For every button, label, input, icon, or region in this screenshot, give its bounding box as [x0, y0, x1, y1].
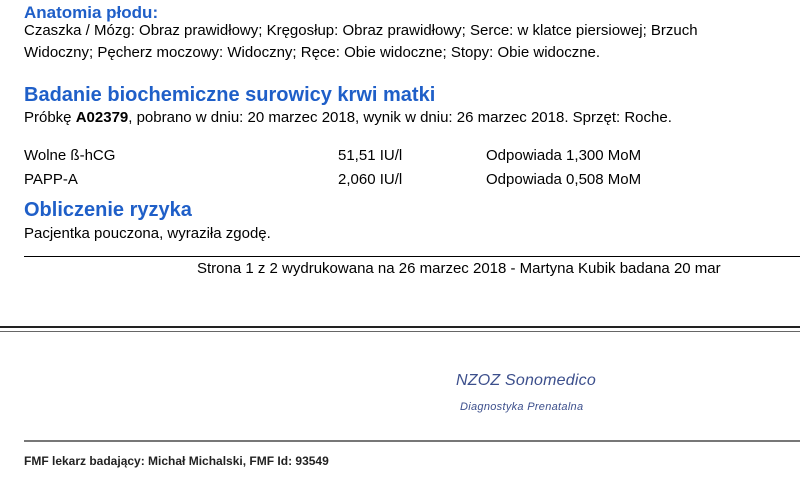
sample-id: A02379 [75, 109, 129, 126]
page-break-divider [0, 326, 800, 328]
biochem-heading: Badanie biochemiczne surowicy krwi matki [24, 84, 436, 106]
result-row-name: Wolne ß-hCG [24, 147, 116, 164]
result-row-name: PAPP-A [24, 171, 78, 188]
sample-info-line [24, 109, 672, 126]
letterhead-divider [24, 440, 800, 442]
anatomy-text-line-1: Czaszka / Mózg: Obraz prawidłowy; Kręgosłup: Obraz prawidłowy; Serce: w klatce piersiowej; Brzuch [24, 22, 698, 39]
clinic-logo-name: NZOZ Sonomedico [456, 372, 596, 389]
clinic-logo-subtitle: Diagnostyka Prenatalna [460, 401, 584, 413]
doctor-info: FMF lekarz badający: Michał Michalski, FMF Id: 93549 [24, 454, 329, 468]
page-footer: Strona 1 z 2 wydrukowana na 26 marzec 2018 - Martyna Kubik badana 20 mar [197, 260, 721, 277]
footer-divider [24, 256, 800, 257]
result-row-mom: Odpowiada 1,300 MoM [486, 147, 642, 164]
anatomy-text-line-2: Widoczny; Pęcherz moczowy: Widoczny; Ręce: Obie widoczne; Stopy: Obie widoczne. [24, 44, 601, 61]
page-break-divider-thin [0, 331, 800, 332]
anatomy-heading: Anatomia płodu: [24, 3, 159, 22]
risk-heading: Obliczenie ryzyka [24, 199, 192, 221]
sample-prefix: Próbkę [24, 109, 76, 126]
risk-text: Pacjentka pouczona, wyraziła zgodę. [24, 225, 271, 242]
result-row-mom: Odpowiada 0,508 MoM [486, 171, 642, 188]
result-row-value: 2,060 IU/l [338, 171, 403, 188]
sample-details: , pobrano w dniu: 20 marzec 2018, wynik w dniu: 26 marzec 2018. Sprzęt: Roche. [128, 109, 672, 126]
result-row-value: 51,51 IU/l [338, 147, 403, 164]
